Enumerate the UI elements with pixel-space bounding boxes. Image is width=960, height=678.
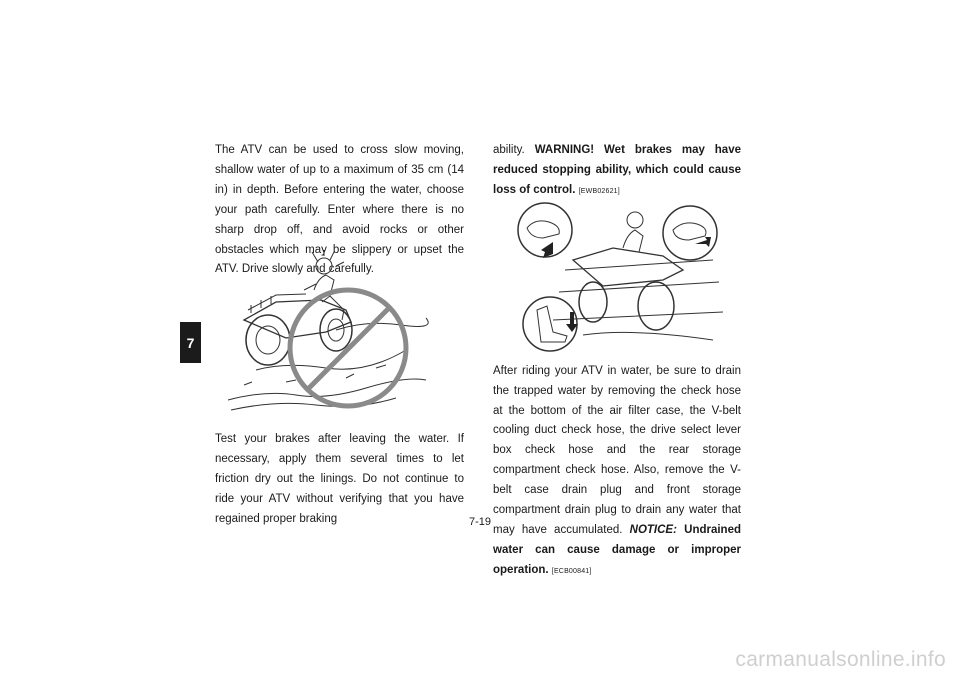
chapter-tab-label: 7 <box>186 334 195 351</box>
notice-text: Undrained water can cause damage or improper operation. <box>493 523 742 576</box>
notice-label: NOTICE: <box>629 523 677 536</box>
chapter-tab <box>180 322 201 363</box>
brake-test-paragraph: Test your brakes after leaving the water. If necessary, apply them several times to let friction dry out the linings. Do not continue to ride your ATV without verifying that you have regained proper braking <box>215 433 464 525</box>
page-number: 7-19 <box>468 516 492 528</box>
atv-deep-water-prohibited-illustration <box>226 250 431 415</box>
notice-code: [ECB00841] <box>551 567 592 575</box>
warning-paragraph <box>493 141 741 202</box>
warning-text: WARNING! Wet brakes may have reduced stopping ability, which could cause loss of control. <box>493 144 741 196</box>
water-crossing-paragraph: The ATV can be used to cross slow moving, shallow water of up to a maximum of 35 cm (14 in) in depth. Before entering the water, choose your path carefully. Enter where there is no sharp drop off, and avoid rocks or other obstacles which may be slippery or upset the ATV. Drive slowly and carefully. <box>215 144 464 276</box>
atv-brake-dry-illustration <box>513 200 731 352</box>
drain-paragraph <box>493 362 741 582</box>
watermark: carmanualsonline.info <box>735 648 946 671</box>
warning-code: [EWB02621] <box>578 187 620 195</box>
continued-text: ability. <box>493 144 525 156</box>
drain-text: After riding your ATV in water, be sure to drain the trapped water by removing the check hose at the bottom of the air filter case, the V-belt cooling duct check hose, the drive select lever box check hose and the rear storage compartment check hose. Also, remove the V-belt case drain plug and front storage compartment drain plug to drain any water that may have accumulated. <box>493 364 741 536</box>
